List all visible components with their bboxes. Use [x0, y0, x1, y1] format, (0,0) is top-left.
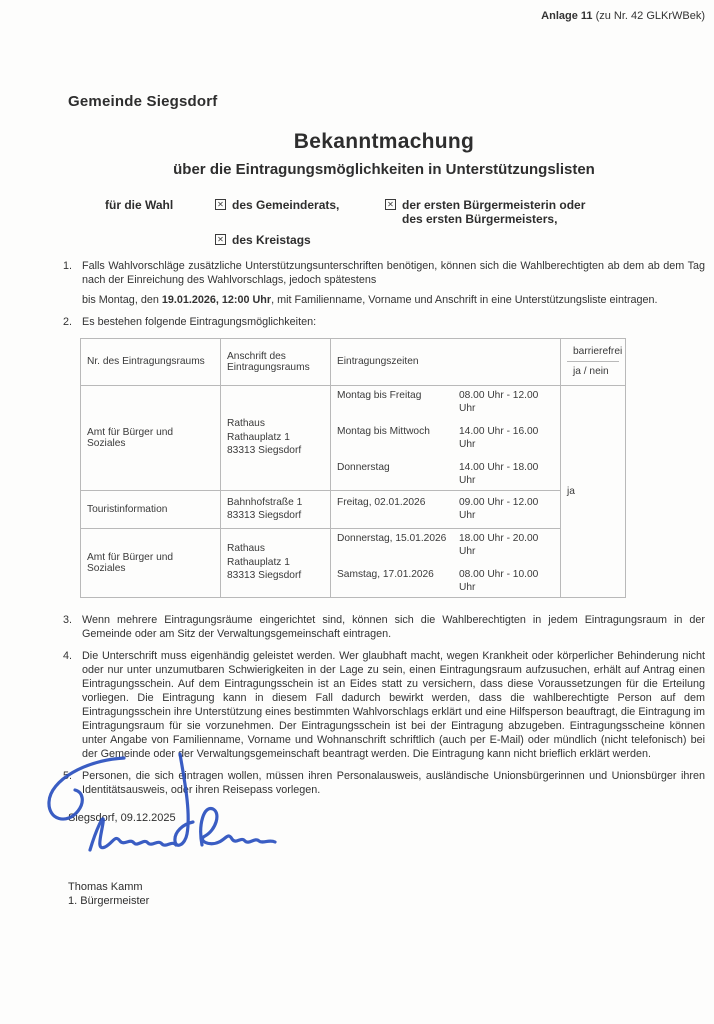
annex-number: Anlage 11 [541, 10, 593, 22]
times-cell [331, 490, 561, 528]
election-option-buergermeister [385, 198, 585, 226]
municipality-name: Gemeinde Siegsdorf [68, 93, 218, 110]
item-number: 1. [63, 260, 73, 272]
header-barrier-free-label: barrierefrei [567, 342, 619, 362]
signer-name: Thomas Kamm [68, 880, 143, 893]
day-label: Samstag, 17.01.2026 [337, 568, 434, 580]
item-number: 2. [63, 315, 73, 328]
header-yes-no: ja / nein [573, 366, 609, 378]
item-number: 5. [63, 769, 73, 782]
item-text: Personen, die sich eintragen wollen, müssen ihren Personalausweis, ausländische Unionsbürgerinnen und Unionsbürger ihren Identitätsausweis, oder ihren Reisepass vorlegen. [82, 769, 705, 796]
checked-checkbox-icon: ✕ [385, 199, 396, 210]
time-row [337, 496, 554, 522]
deadline-date: 19.01.2026, 12:00 Uhr [161, 293, 272, 306]
table-row [81, 385, 626, 490]
place-date: Siegsdorf, 09.12.2025 [68, 811, 176, 824]
time-row [337, 389, 554, 415]
doc-title: Bekanntmachung [293, 130, 475, 153]
day-label: Donnerstag, 15.01.2026 [337, 532, 447, 544]
time-row [337, 568, 554, 594]
day-label: Montag bis Freitag [337, 389, 422, 401]
time-row [337, 425, 554, 451]
annex-reference: (zu Nr. 42 GLKrWBek) [592, 10, 705, 22]
address-cell: Bahnhofstraße 1 83313 Siegsdorf [221, 490, 331, 528]
numbered-item-5 [63, 770, 705, 798]
day-label: Donnerstag [337, 461, 390, 473]
hours-label: 08.00 Uhr - 12.00 Uhr [459, 389, 539, 414]
hours-label: 14.00 Uhr - 18.00 Uhr [459, 461, 539, 486]
day-label: Freitag, 02.01.2026 [337, 497, 426, 509]
header-address: Anschrift des Eintragungsraums [221, 338, 331, 385]
address-cell: Rathaus Rathauplatz 1 83313 Siegsdorf [221, 528, 331, 597]
hours-label: 08.00 Uhr - 10.00 Uhr [459, 568, 539, 593]
numbered-item-3 [63, 614, 705, 642]
numbered-item-1 [63, 260, 705, 308]
doc-subtitle: über die Eintragungsmöglichkeiten in Unterstützungslisten [173, 161, 595, 178]
item-text: Es bestehen folgende Eintragungsmöglichkeiten: [82, 315, 317, 328]
day-label: Montag bis Mittwoch [337, 425, 430, 437]
registration-table [80, 338, 626, 598]
room-cell: Amt für Bürger und Soziales [81, 385, 221, 490]
election-option-label: der ersten Bürgermeisterin oder des ersten Bürgermeisters, [402, 198, 586, 226]
signer-role: 1. Bürgermeister [68, 894, 150, 907]
election-options-row [105, 198, 705, 226]
election-label: für die Wahl [105, 198, 174, 212]
election-option-label: des Gemeinderats, [232, 198, 340, 212]
election-option-kreistag [215, 233, 705, 247]
election-option-label: des Kreistags [232, 233, 311, 247]
hours-label: 14.00 Uhr - 16.00 Uhr [459, 425, 539, 450]
address-cell: Rathaus Rathauplatz 1 83313 Siegsdorf [221, 385, 331, 490]
numbered-item-2 [63, 316, 705, 330]
times-cell [331, 385, 561, 490]
barrier-free-cell: ja [561, 385, 626, 597]
item-text: Falls Wahlvorschläge zusätzliche Unterstützungsunterschriften benötigen, können sich die Wahlberechtigten ab dem ab dem Tag nach der Einreichung des Wahlvorschlags, jedoch spätestens bis Montag, den 19.01.2026, 12:00 Uhr, mit Familienname, Vorname und Anschrift in eine Unterstützungsliste eintragen. [82, 260, 705, 306]
time-row [337, 461, 554, 487]
table-row [81, 490, 626, 528]
table-header-row [81, 338, 626, 385]
election-option-gemeinderat [215, 198, 385, 226]
room-cell: Touristinformation [81, 490, 221, 528]
item-text: Die Unterschrift muss eigenhändig geleistet werden. Wer glaubhaft macht, wegen Krankheit oder körperlicher Behinderung nicht oder nur unter unzumutbaren Schwierigkeiten in der Lage zu sein, einen Eintragungsraum aufzusuchen, erhält auf Antrag einen Eintragungsschein. Auf dem Eintragungsschein ist an Eides statt zu versichern, dass diese Voraussetzungen für die Erteilung vorliegen. Die Eintragung kann in diesem Fall dadurch bewirkt werden, dass die wahlberechtigte Person auf dem Eintragungsschein ihre Unterstützung eines bestimmten Wahlvorschlags erklärt und eine Hilfsperson beauftragt, die Eintragung im Eintragungsraum für sie vorzunehmen. Der Eintragungsschein ist bei der Eintragung abzugeben. Eintragungsscheine können unter Angabe von Familienname, Vorname und Wohnanschrift schriftlich (auch per E-Mail) oder mündlich (nicht telefonisch) bei der Gemeinde oder der Verwaltungsgemeinschaft beantragt werden. Die Eintragung kann nicht brieflich erklärt werden. [82, 650, 705, 760]
room-cell: Amt für Bürger und Soziales [81, 528, 221, 597]
header-barrier-free [561, 338, 626, 385]
times-cell [331, 528, 561, 597]
time-row [337, 532, 554, 558]
item-number: 4. [63, 650, 73, 663]
header-room: Nr. des Eintragungsraums [81, 338, 221, 385]
header-times: Eintragungszeiten [331, 338, 561, 385]
deadline-line: bis Montag, den 19.01.2026, 12:00 Uhr, mit Familienname, Vorname und Anschrift in eine Unterstützungsliste eintragen. [82, 293, 658, 306]
checked-checkbox-icon: ✕ [215, 199, 226, 210]
signer-block [68, 880, 705, 908]
hours-label: 09.00 Uhr - 12.00 Uhr [459, 497, 539, 522]
checked-checkbox-icon: ✕ [215, 234, 226, 245]
annex-note [541, 10, 705, 22]
item-text: Wenn mehrere Eintragungsräume eingerichtet sind, können sich die Wahlberechtigten in jedem Eintragungsraum in der Gemeinde oder am Sitz der Verwaltungsgemeinschaft eintragen. [82, 613, 705, 640]
hours-label: 18.00 Uhr - 20.00 Uhr [459, 532, 539, 557]
table-row [81, 528, 626, 597]
numbered-item-4 [63, 650, 705, 761]
item-number: 3. [63, 613, 73, 626]
